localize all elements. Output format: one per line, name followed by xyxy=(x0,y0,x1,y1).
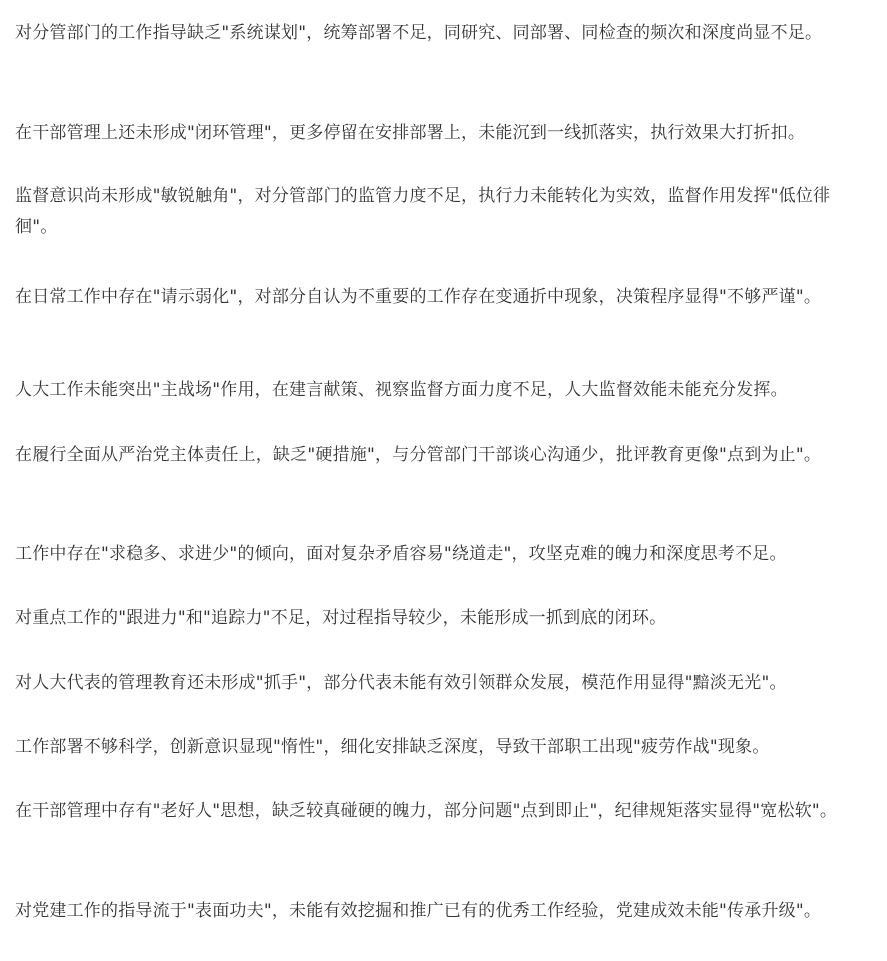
paragraph: 工作部署不够科学，创新意识显现"惰性"，细化安排缺乏深度，导致干部职工出现"疲劳作战"现象。 xyxy=(15,737,770,757)
paragraph: 对人大代表的管理教育还未形成"抓手"，部分代表未能有效引领群众发展，模范作用显得"黯淡无光"。 xyxy=(15,673,787,693)
paragraph: 对党建工作的指导流于"表面功夫"，未能有效挖掘和推广已有的优秀工作经验，党建成效未能"传承升级"。 xyxy=(15,901,822,921)
paragraph: 对分管部门的工作指导缺乏"系统谋划"，统筹部署不足，同研究、同部署、同检查的频次和深度尚显不足。 xyxy=(15,23,823,43)
paragraph: 在日常工作中存在"请示弱化"，对部分自认为不重要的工作存在变通折中现象，决策程序显得"不够严谨"。 xyxy=(15,287,822,307)
paragraph: 在干部管理上还未形成"闭环管理"，更多停留在安排部署上，未能沉到一线抓落实，执行效果大打折扣。 xyxy=(15,123,806,143)
paragraph: 对重点工作的"跟进力"和"追踪力"不足，对过程指导较少，未能形成一抓到底的闭环。 xyxy=(15,608,667,628)
paragraph: 监督意识尚未形成"敏锐触角"，对分管部门的监管力度不足，执行力未能转化为实效，监督作用发挥"低位徘徊"。 xyxy=(15,186,831,237)
paragraph: 在履行全面从严治党主体责任上，缺乏"硬措施"，与分管部门干部谈心沟通少，批评教育更像"点到为止"。 xyxy=(15,445,822,465)
paragraph: 人大工作未能突出"主战场"作用，在建言献策、视察监督方面力度不足，人大监督效能未能充分发挥。 xyxy=(15,380,788,400)
paragraph: 工作中存在"求稳多、求进少"的倾向，面对复杂矛盾容易"绕道走"，攻坚克难的魄力和深度思考不足。 xyxy=(15,544,787,564)
paragraph: 在干部管理中存有"老好人"思想，缺乏较真碰硬的魄力，部分问题"点到即止"，纪律规矩落实显得"宽松软"。 xyxy=(15,801,838,821)
